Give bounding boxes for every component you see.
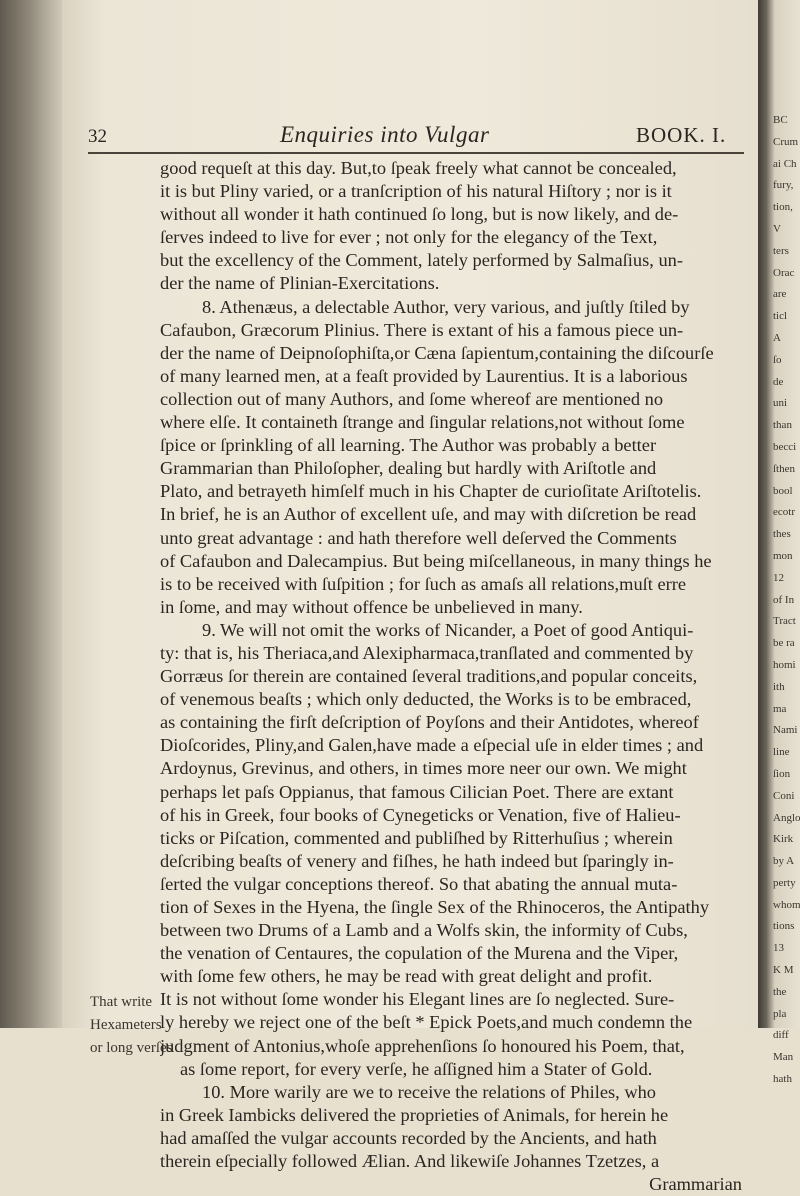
text-line: in Greek Iambicks delivered the proprieties of Animals, for herein he: [160, 1104, 669, 1125]
text-line: Plato, and betrayeth himſelf much in his Chapter de curioſitate Ariſtotelis.: [160, 481, 702, 502]
facing-page-fragment: A: [773, 331, 781, 344]
facing-page-fragment: whom: [773, 898, 800, 911]
text-line: collection out of many Authors, and ſome whereof are mentioned no: [160, 388, 664, 409]
facing-page-fragment: ma: [773, 702, 787, 715]
text-line: is to be received with ſuſpition ; for ſuch as amaſs all relations,muſt erre: [160, 573, 687, 594]
header-rule: [88, 152, 744, 154]
facing-page-fragment: Nami: [773, 724, 798, 737]
text-line: with ſome few others, he may be read with great delight and profit.: [160, 966, 653, 987]
text-line: without all wonder it hath continued ſo long, but is now likely, and de-: [160, 204, 679, 225]
facing-page-fragment: ecotr: [773, 506, 795, 519]
facing-page-fragment: Man: [773, 1051, 794, 1064]
facing-page-fragment: mon: [773, 549, 793, 562]
facing-page-fragment: becci: [773, 440, 797, 453]
text-line: der the name of Deipnoſophiſta,or Cæna ſapientum,containing the diſcourſe: [160, 342, 714, 363]
text-line: Gorræus ſor therein are contained ſeveral traditions,and popular conceits,: [160, 666, 698, 687]
body-text: [160, 157, 748, 1196]
facing-page-fragment: Crum: [773, 135, 799, 148]
text-line: It is not without ſome wonder his Elegant lines are ſo neglected. Sure-: [160, 989, 675, 1010]
text-line: but the excellency of the Comment, lately performed by Salmaſius, un-: [160, 250, 683, 271]
facing-page-fragment: the: [773, 985, 787, 998]
text-line: as containing the firſt deſcription of Poyſons and their Antidotes, whereof: [160, 712, 699, 733]
text-line: tion of Sexes in the Hyena, the ſingle Sex of the Rhinoceros, the Antipathy: [160, 897, 710, 917]
facing-page-fragment: pla: [773, 1007, 787, 1020]
text-line: the venation of Centaures, the copulation of the Murena and the Viper,: [160, 943, 679, 964]
facing-page-fragment: 12: [773, 571, 784, 584]
facing-page-fragment: are: [773, 288, 787, 301]
facing-page-fragment: of In: [773, 593, 795, 606]
text-line: Grammarian than Philoſopher, dealing but hardly with Ariſtotle and: [160, 458, 657, 479]
text-line: 10. More warily are we to receive the relations of Philes, who: [202, 1081, 657, 1102]
facing-page-fragment: ai Ch: [773, 157, 797, 170]
text-line: unto great advantage : and hath therefore well deſerved the Comments: [160, 527, 677, 548]
text-line: good requeſt at this day. But,to ſpeak freely what cannot be concealed,: [160, 158, 677, 178]
facing-page-fragment: hath: [773, 1073, 792, 1086]
facing-page-fragment: perty: [773, 876, 796, 889]
text-line: between two Drums of a Lamb and a Wolfs skin, the informity of Cubs,: [160, 920, 688, 941]
facing-page-fragment: ſthen: [773, 462, 795, 475]
facing-page-fragment: V: [773, 222, 781, 235]
page-number: 32: [88, 126, 107, 147]
facing-page-fragment: line: [773, 746, 790, 759]
facing-page-fragment: K M: [773, 964, 794, 977]
facing-page-fragment: ticl: [773, 310, 788, 323]
text-line: 8. Athenæus, a delectable Author, very various, and juſtly ſtiled by: [202, 296, 690, 317]
facing-page-fragment: be ra: [773, 637, 795, 650]
margin-note: Hexameters: [90, 1016, 162, 1033]
facing-page-fragment: ters: [773, 244, 789, 257]
text-line: ſpice or ſprinkling of all learning. The Author was probably a better: [160, 435, 657, 456]
facing-page-fragment: Coni: [773, 789, 795, 802]
text-line: deſcribing beaſts of venery and fiſhes, he hath indeed but ſparingly in-: [160, 850, 674, 871]
facing-page-fragment: by A: [773, 855, 795, 868]
running-title: Enquiries into Vulgar: [280, 122, 490, 147]
facing-page-fragment: thes: [773, 528, 791, 541]
facing-page-fragment: uni: [773, 397, 788, 410]
catchword: Grammarian: [649, 1174, 742, 1195]
text-line: 9. We will not omit the works of Nicander, a Poet of good Antiqui-: [202, 619, 694, 640]
text-line: ſerves indeed to live for ever ; not only for the elegancy of the Text,: [160, 227, 658, 248]
text-line: ſerted the vulgar conceptions thereof. So that abating the annual muta-: [160, 873, 678, 894]
text-line: der the name of Plinian-Exercitations.: [160, 273, 440, 294]
facing-page-fragment: fury,: [773, 179, 794, 192]
facing-page-fragment: Kirk: [773, 833, 794, 846]
text-line: Cafaubon, Græcorum Plinius. There is extant of his a famous piece un-: [160, 319, 684, 340]
text-line: as ſome report, for every verſe, he aſſigned him a Stater of Gold.: [180, 1058, 653, 1079]
text-line: had amaſſed the vulgar accounts recorded by the Ancients, and hath: [160, 1127, 657, 1148]
text-line: ticks or Piſcation, commented and publiſhed by Ritterhuſius ; wherein: [160, 827, 673, 848]
facing-page-fragment: tions: [773, 920, 795, 933]
facing-page-fragment: tion,: [773, 201, 793, 214]
margin-note: That write: [90, 993, 153, 1010]
facing-page-fragment: than: [773, 419, 792, 432]
facing-page-fragments: [773, 110, 800, 1091]
facing-page-fragment: Anglo: [773, 811, 800, 824]
facing-page-fragment: ſo: [773, 353, 782, 366]
book-label: BOOK. I.: [636, 123, 727, 147]
text-line: ly hereby we reject one of the beſt * Epick Poets,and much condemn the: [160, 1012, 693, 1033]
text-line: judgment of Antonius,whoſe apprehenſions ſo honoured his Poem, that,: [160, 1035, 685, 1056]
text-line: ty: that is, his Theriaca,and Alexipharmaca,tranſlated and commented by: [160, 642, 694, 663]
text-line: where elſe. It containeth ſtrange and ſingular relations,not without ſome: [160, 412, 685, 433]
text-line: Ardoynus, Grevinus, and others, in times more neer our own. We might: [160, 758, 687, 779]
text-line: of many learned men, at a feaſt provided by Laurentius. It is a laborious: [160, 365, 688, 386]
facing-page-fragment: de: [773, 375, 784, 388]
text-line: of his in Greek, four books of Cynegeticks or Venation, five of Halieu-: [160, 804, 681, 825]
text-line: perhaps let paſs Oppianus, that famous Cilician Poet. There are extant: [160, 781, 674, 802]
facing-page-fragment: Orac: [773, 266, 795, 279]
text-line: In brief, he is an Author of excellent uſe, and may with diſcretion be read: [160, 504, 697, 525]
facing-page-fragment: ſion: [773, 767, 791, 780]
text-line: of venemous beaſts ; which only deducted, the Works is to be embraced,: [160, 689, 692, 710]
text-line: of Cafaubon and Dalecampius. But being miſcellaneous, in many things he: [160, 550, 712, 571]
page-header: [88, 118, 744, 150]
facing-page-fragment: Tract: [773, 615, 796, 628]
text-line: in ſome, and may without offence be unbelieved in many.: [160, 596, 583, 617]
facing-page-fragment: diff: [773, 1029, 789, 1042]
left-book-gutter: [0, 0, 62, 1028]
facing-page-fragment: ith: [773, 680, 785, 693]
text-line: therein eſpecially followed Ælian. And likewiſe Johannes Tzetzes, a: [160, 1151, 660, 1172]
margin-note: or long verſes: [90, 1039, 173, 1056]
facing-page-fragment: homi: [773, 658, 796, 671]
facing-page-fragment: BC: [773, 114, 788, 126]
text-line: Dioſcorides, Pliny,and Galen,have made a eſpecial uſe in elder times ; and: [160, 735, 704, 756]
facing-page-fragment: 13: [773, 942, 784, 955]
facing-page-fragment: bool: [773, 484, 793, 497]
text-line: it is but Pliny varied, or a tranſcription of his natural Hiſtory ; nor is it: [160, 181, 672, 202]
